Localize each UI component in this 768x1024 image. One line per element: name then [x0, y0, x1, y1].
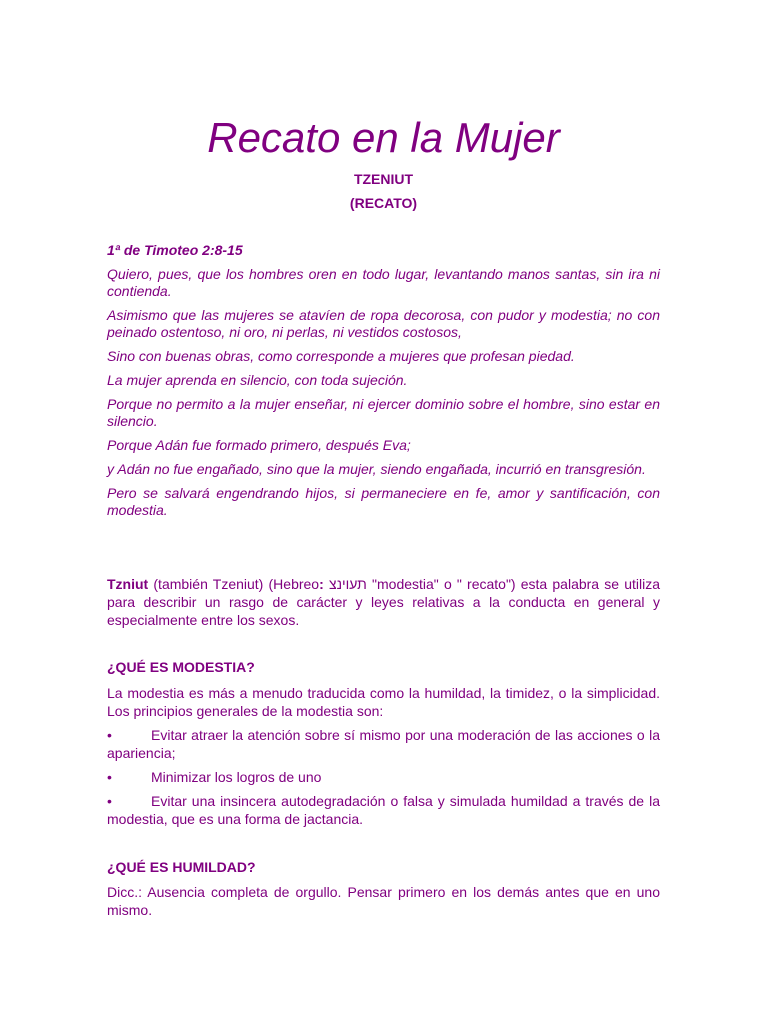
- humildad-definition: Dicc.: Ausencia completa de orgullo. Pensar primero en los demás antes que en uno mismo.: [107, 884, 660, 918]
- bullet-marker: •: [107, 727, 112, 743]
- modestia-intro: La modestia es más a menudo traducida como la humildad, la timidez, o la simplicidad. Los principios generales de la modestia son:: [107, 685, 660, 719]
- bullet-text: Minimizar los logros de uno: [151, 769, 322, 785]
- verse-8: Quiero, pues, que los hombres oren en todo lugar, levantando manos santas, sin ira ni contienda.: [107, 266, 660, 299]
- tzniut-text-rest: תעוינצ "modestia" o " recato") esta palabra se utiliza para describir un rasgo de carácter y leyes relativas a la conducta en general y especialmente entre los sexos.: [107, 576, 661, 628]
- bullet-text: Evitar atraer la atención sobre sí mismo por una moderación de las acciones o la apariencia;: [107, 727, 660, 761]
- bullet-text: Evitar una insincera autodegradación o falsa y simulada humildad a través de la modestia, que es una forma de jactancia.: [107, 793, 660, 827]
- verse-10: Sino con buenas obras, como corresponde a mujeres que profesan piedad.: [107, 348, 575, 364]
- tzniut-colon: :: [319, 576, 324, 592]
- verse-14: y Adán no fue engañado, sino que la mujer, siendo engañada, incurrió en transgresión.: [107, 461, 646, 477]
- verse-15: Pero se salvará engendrando hijos, si permaneciere en fe, amor y santificación, con modestia.: [107, 485, 660, 518]
- tzniut-definition: [107, 575, 660, 629]
- verse-12: Porque no permito a la mujer enseñar, ni ejercer dominio sobre el hombre, sino estar en silencio.: [107, 396, 660, 429]
- document-title: Recato en la Mujer: [207, 114, 560, 161]
- tzniut-term: Tzniut: [107, 576, 149, 592]
- bullet-item: [107, 726, 660, 762]
- verse-11: La mujer aprenda en silencio, con toda sujeción.: [107, 372, 408, 388]
- heading-humildad: ¿QUÉ ES HUMILDAD?: [107, 859, 256, 875]
- document-subtitle-tzeniut: TZENIUT: [353, 171, 414, 187]
- verse-13: Porque Adán fue formado primero, después Eva;: [107, 437, 411, 453]
- document-subtitle-recato: (RECATO): [349, 195, 418, 211]
- verse-9: Asimismo que las mujeres se atavíen de ropa decorosa, con pudor y modestia; no con peinado ostentoso, ni oro, ni perlas, ni vestidos costosos,: [107, 307, 660, 340]
- tzniut-text-part1: (también Tzeniut) (Hebreo: [148, 576, 320, 592]
- bullet-marker: •: [107, 793, 112, 809]
- bullet-item: [107, 792, 660, 828]
- modestia-section: [107, 684, 660, 834]
- heading-modestia: ¿QUÉ ES MODESTIA?: [107, 659, 255, 675]
- scripture-reference: 1ª de Timoteo 2:8-15: [107, 242, 243, 258]
- scripture-passage: [107, 242, 660, 526]
- bullet-item: [107, 768, 660, 786]
- bullet-marker: •: [107, 769, 112, 785]
